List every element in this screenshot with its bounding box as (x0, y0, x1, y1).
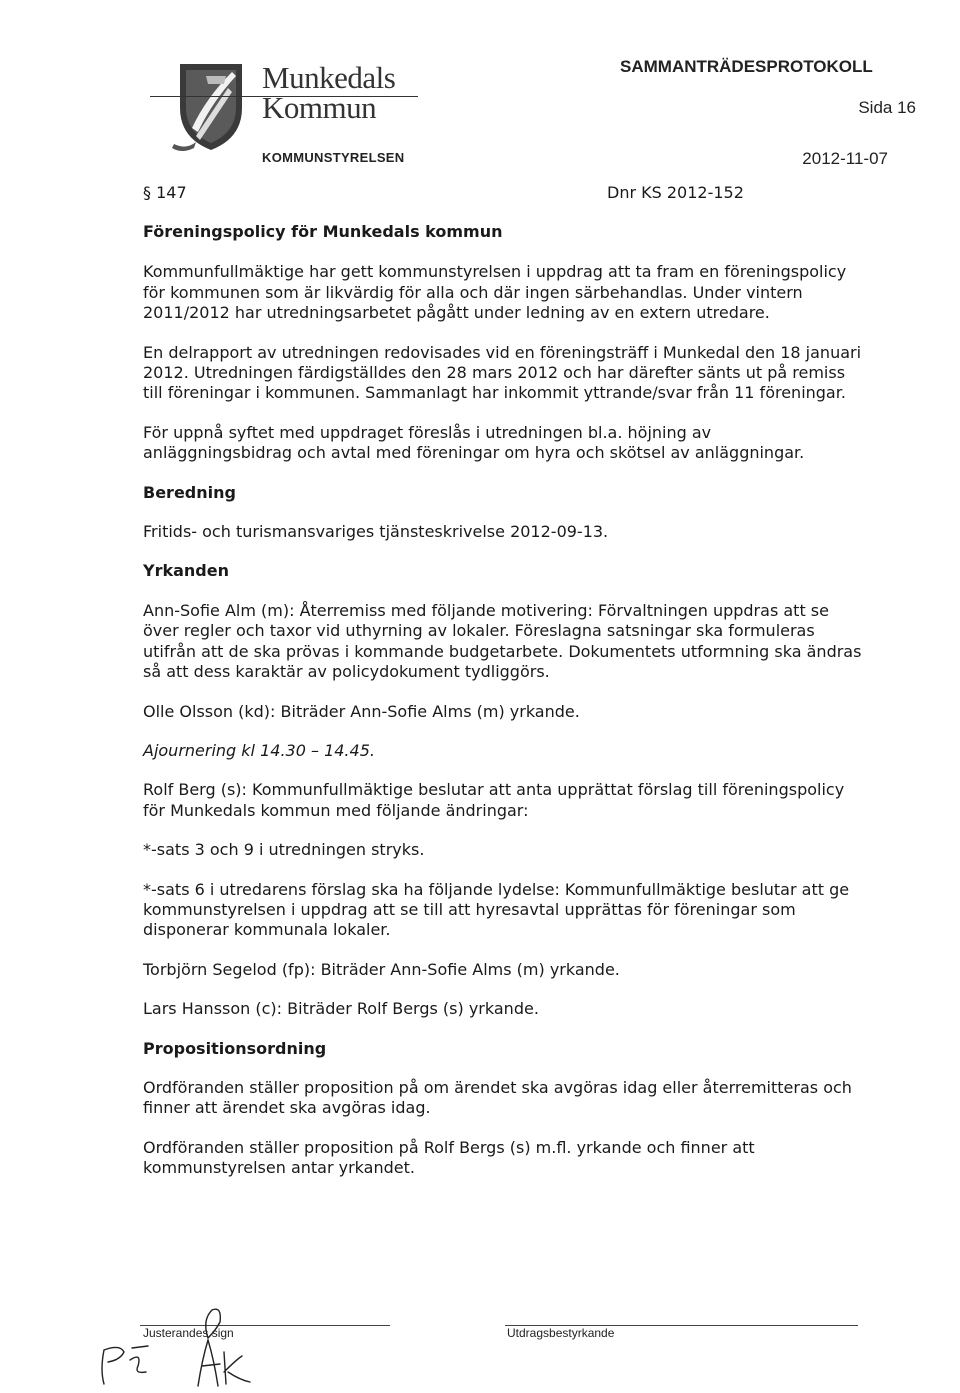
justerandes-label: Justerandes sign (143, 1326, 234, 1340)
paragraph: Rolf Berg (s): Kommunfullmäktige beslutar att anta upprättat förslag till föreningspolicy för Munkedals kommun med följande ändringar: (143, 780, 845, 820)
handwritten-signature-icon (90, 1300, 270, 1389)
section-number: § 147 (143, 183, 187, 202)
paragraph: Ann-Sofie Alm (m): Återremiss med följande motivering: Förvaltningen uppdras att se över regler och taxor vid uthyrning av lokaler. Föreslagna satsningar ska formuleras utifrån att de ska prövas i kommande budgetarbete. Dokumentets utformning ska ändras så att dess karaktär av policydokument tydliggörs. (143, 600, 862, 682)
paragraph: Kommunfullmäktige har gett kommunstyrelsen i uppdrag att ta fram en föreningspolicy för kommunen som är likvärdig för alla och där ingen särbehandlas. Under vintern 2011/2012 har utredningsarbetet pågått under ledning av en extern utredare. (143, 262, 847, 323)
protocol-title: SAMMANTRÄDESPROTOKOLL (620, 57, 873, 76)
section-title: Föreningspolicy för Munkedals kommun (143, 222, 503, 241)
meeting-date: 2012-11-07 (802, 149, 888, 168)
heading-yrkanden: Yrkanden (143, 561, 229, 581)
paragraph: Fritids- och turismansvariges tjänsteskrivelse 2012-09-13. (143, 522, 609, 542)
paragraph: För uppnå syftet med uppdraget föreslås i utredningen bl.a. höjning av anläggningsbidrag och avtal med föreningar om hyra och skötsel av anläggningar. (143, 422, 805, 463)
paragraph: Ordföranden ställer proposition på Rolf Bergs (s) m.fl. yrkande och finner att kommunstyrelsen antar yrkandet. (143, 1137, 755, 1178)
body-name: KOMMUNSTYRELSEN (262, 150, 405, 165)
paragraph: Lars Hansson (c): Biträder Rolf Bergs (s) yrkande. (143, 999, 539, 1019)
logo-wordmark-line1: Munkedals (262, 60, 396, 95)
paragraph: Ordföranden ställer proposition på om ärendet ska avgöras idag eller återremitteras och finner att ärendet ska avgöras idag. (143, 1077, 852, 1118)
heading-propositionsordning: Propositionsordning (143, 1038, 327, 1058)
paragraph: *-sats 6 i utredarens förslag ska ha följande lydelse: Kommunfullmäktige beslutar att ge kommunstyrelsen i uppdrag att se till att hyresavtal upprättas för föreningar som disponerar kommunala lokaler. (143, 879, 850, 940)
coat-of-arms-icon (166, 58, 256, 154)
paragraph: Olle Olsson (kd): Biträder Ann-Sofie Alms (m) yrkande. (143, 701, 580, 721)
paragraph: Torbjörn Segelod (fp): Biträder Ann-Sofie Alms (m) yrkande. (143, 959, 620, 979)
paragraph: *-sats 3 och 9 i utredningen stryks. (143, 840, 425, 860)
page-number: Sida 16 (858, 98, 916, 117)
utdrag-label: Utdragsbestyrkande (507, 1326, 615, 1340)
adjournment-note: Ajournering kl 14.30 – 14.45. (143, 740, 375, 760)
document-body (143, 222, 863, 1179)
paragraph: En delrapport av utredningen redovisades vid en föreningsträff i Munkedal den 18 januari 2012. Utredningen färdigställdes den 28 mars 2012 och har därefter sänts ut på remiss till föreningar i kommunen. Sammanlagt har inkommit yttrande/svar från 11 föreningar. (143, 342, 862, 403)
heading-beredning: Beredning (143, 482, 236, 502)
case-number: Dnr KS 2012-152 (607, 183, 744, 202)
logo-wordmark-line2: Kommun (262, 90, 377, 125)
